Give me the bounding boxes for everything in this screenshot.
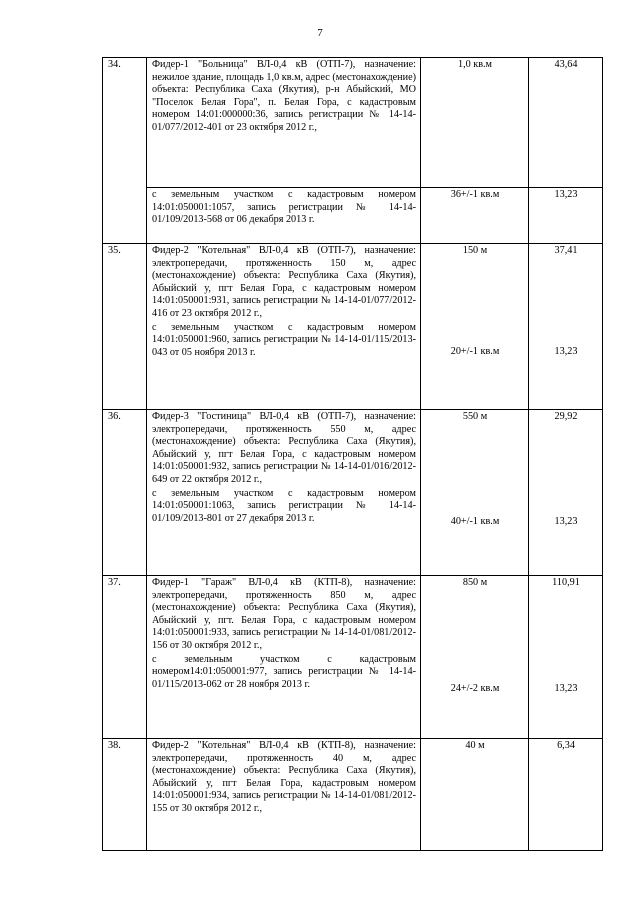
building-value: 37,41 (554, 245, 578, 256)
row-number: 38. (103, 739, 147, 851)
spacer (426, 258, 524, 346)
building-description: Фидер-2 "Котельная" ВЛ-0,4 кВ (ОТП-7), назначение: электропередачи, протяженность 150 м, адрес (местонахождение) объекта: Республика Саха (Якутия), Абыйский у, пгт Белая Гора, с кадастровым номером 14:01:050001:931, запись регистрации № 14-14-01/077/2012-416 от 23 октября 2012 г., (152, 245, 416, 319)
table-row (103, 188, 603, 244)
land-description: с земельным участком с кадастровым номером14:01:050001:977, запись регистрации № 14-14-01/115/2013-062 от 28 ноября 2013 г. (152, 653, 416, 690)
spacer (534, 590, 598, 683)
spacer (426, 590, 524, 683)
building-area: 550 м (462, 411, 488, 422)
land-area: 36+/-1 кв.м (421, 188, 529, 244)
row-number: 34. (103, 58, 147, 244)
land-value: 13,23 (554, 345, 578, 357)
row-number: 37. (103, 576, 147, 739)
land-area: 24+/-2 кв.м (450, 682, 500, 694)
building-description: Фидер-1 "Гараж" ВЛ-0,4 кВ (КТП-8), назначение: электропередачи, протяженность 850 м, адрес (местонахождение) объекта: Республика Саха (Якутия), Абыйский у, пгт. Белая Гора, с кадастровым номером 14:01:050001:933, запись регистрации № 14-14-01/081/2012-156 от 30 октября 2012 г., (152, 577, 416, 651)
area-cell (421, 576, 529, 739)
building-area: 850 м (462, 577, 488, 588)
building-value: 6,34 (529, 739, 603, 851)
property-registry-table (102, 57, 603, 851)
spacer (426, 424, 524, 516)
building-description: Фидер-2 "Котельная" ВЛ-0,4 кВ (КТП-8), назначение: электропередачи, протяженность 40 м, адрес (местонахождение) объекта: Республика Саха (Якутия), Абыйский у, пгт Белая Гора, кадастровым номером 14:01:050001:934, запись регистрации № 14-14-01/081/2012-155 от 30 октября 2012 г., (147, 739, 421, 851)
building-value: 43,64 (529, 58, 603, 188)
row-number: 35. (103, 244, 147, 410)
table-row (103, 739, 603, 851)
land-description: с земельным участком с кадастровым номером 14:01:050001:960, запись регистрации № 14-14-01/115/2013-043 от 05 ноября 2013 г. (152, 321, 416, 358)
row-number: 36. (103, 410, 147, 576)
value-cell (529, 410, 603, 576)
land-value: 13,23 (554, 682, 578, 694)
building-description: Фидер-3 "Гостиница" ВЛ-0,4 кВ (ОТП-7), назначение: электропередачи, протяженность 550 м, адрес (местонахождение) объекта: Республика Саха (Якутия), Абыйский у, пгт Белая Гора, с кадастровым номером 14:01:050001:932, запись регистрации № 14-14-01/016/2012-649 от 22 октября 2012 г., (152, 411, 416, 485)
value-cell (529, 244, 603, 410)
object-description (147, 576, 421, 739)
table-row (103, 244, 603, 410)
land-description: с земельным участком с кадастровым номером 14:01:050001:1057, запись регистрации № 14-14-01/109/2013-568 от 06 декабря 2013 г. (147, 188, 421, 244)
land-value: 13,23 (554, 515, 578, 527)
building-value: 29,92 (554, 411, 578, 422)
value-cell (529, 576, 603, 739)
building-description: Фидер-1 "Больница" ВЛ-0,4 кВ (ОТП-7), назначение: нежилое здание, площадь 1,0 кв.м, адрес (местонахождение) объекта: Республика Саха (Якутия), р-н Абыйский, МО "Поселок Белая Гора", п. Белая Гора, с кадастровым номером 14:01:000000:36, запись регистрации № 14-14-01/077/2012-401 от 23 октября 2012 г., (147, 58, 421, 188)
spacer (534, 424, 598, 516)
building-area: 40 м (421, 739, 529, 851)
land-area: 40+/-1 кв.м (450, 515, 500, 527)
area-cell (421, 410, 529, 576)
area-cell (421, 244, 529, 410)
table-row (103, 58, 603, 188)
building-area: 150 м (462, 245, 488, 256)
land-area: 20+/-1 кв.м (450, 345, 500, 357)
table-row (103, 576, 603, 739)
building-value: 110,91 (552, 577, 580, 588)
table-row (103, 410, 603, 576)
page-number: 7 (317, 27, 323, 39)
object-description (147, 244, 421, 410)
land-value: 13,23 (529, 188, 603, 244)
land-description: с земельным участком с кадастровым номером 14:01:050001:1063, запись регистрации № 14-14-01/109/2013-801 от 27 декабря 2013 г. (152, 487, 416, 524)
object-description (147, 410, 421, 576)
spacer (534, 258, 598, 346)
building-area: 1,0 кв.м (421, 58, 529, 188)
